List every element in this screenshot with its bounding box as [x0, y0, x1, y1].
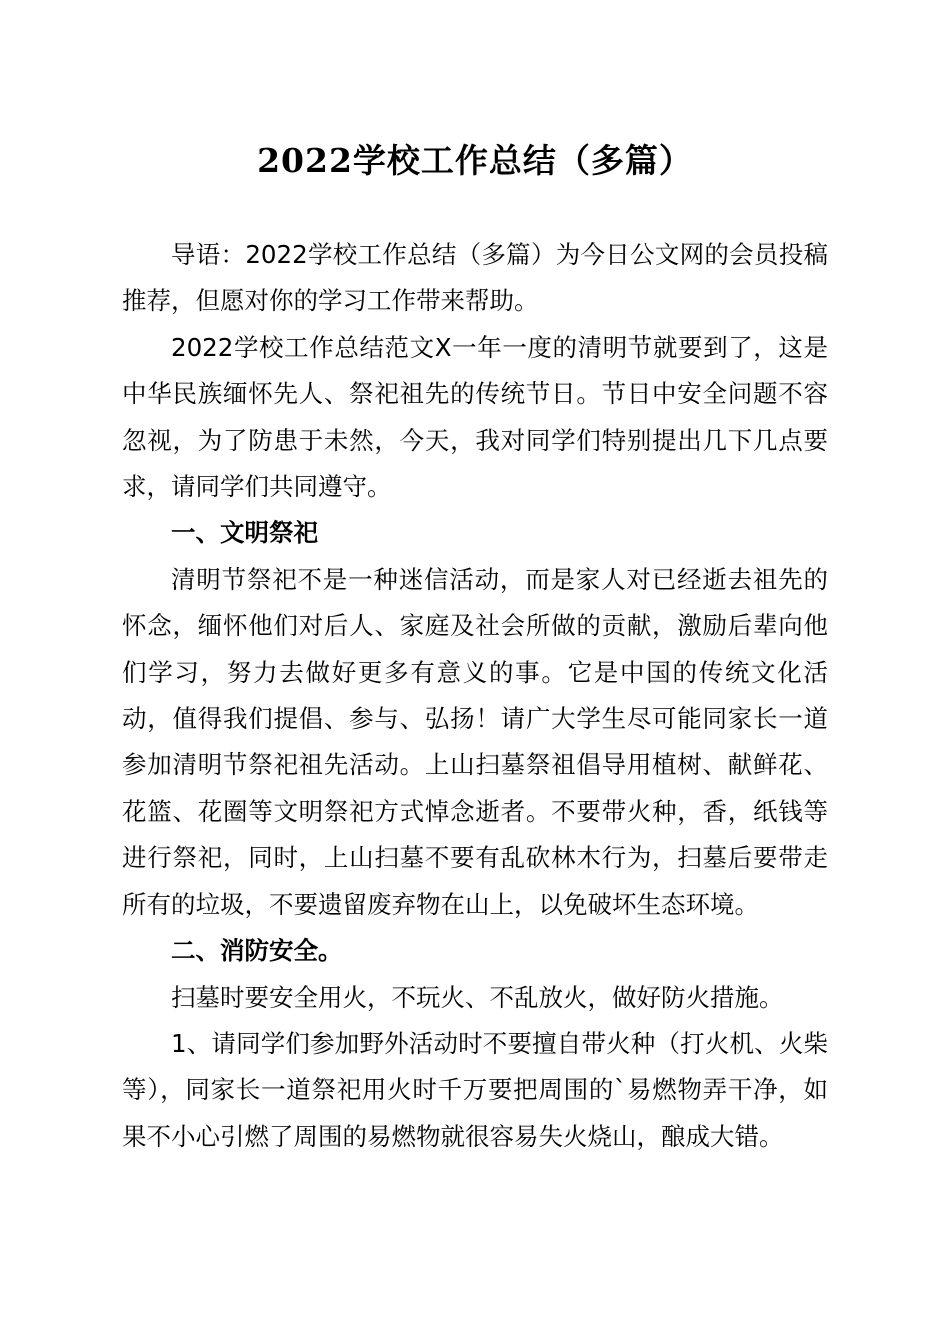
paragraph: 清明节祭祀不是一种迷信活动，而是家人对已经逝去祖先的怀念，缅怀他们对后人、家庭及社会所做的贡献，激励后辈向他们学习，努力去做好更多有意义的事。它是中国的传统文化活动，值得我们提倡、参与、弘扬！请广大学生尽可能同家长一道参加清明节祭祀祖先活动。上山扫墓祭祖倡导用植树、献鲜花、花篮、花圈等文明祭祀方式悼念逝者。不要带火种，香，纸钱等进行祭祀，同时，上山扫墓不要有乱砍林木行为，扫墓后要带走所有的垃圾，不要遗留废弃物在山上，以免破坏生态环境。: [122, 564, 828, 919]
section-heading-1: 一、文明祭祀: [171, 518, 318, 548]
document-title: 2022学校工作总结（多篇）: [257, 141, 693, 180]
paragraph: 扫墓时要安全用火，不玩火、不乱放火，做好防火措施。: [171, 982, 784, 1012]
section-heading-2: 二、消防安全。: [171, 936, 343, 966]
intro-paragraph: 导语：2022学校工作总结（多篇）为今日公文网的会员投稿推荐，但愿对你的学习工作带来帮助。: [122, 240, 828, 316]
document-body: [122, 232, 828, 1160]
paragraph: 1、请同学们参加野外活动时不要擅自带火种（打火机、火柴等），同家长一道祭祀用火时千万要把周围的`易燃物弄干净，如果不小心引燃了周围的易燃物就很容易失火烧山，酿成大错。: [122, 1028, 828, 1151]
paragraph: 2022学校工作总结范文X一年一度的清明节就要到了，这是中华民族缅怀先人、祭祀祖先的传统节日。节日中安全问题不容忽视，为了防患于未然，今天，我对同学们特别提出几下几点要求，请同学们共同遵守。: [122, 332, 828, 502]
